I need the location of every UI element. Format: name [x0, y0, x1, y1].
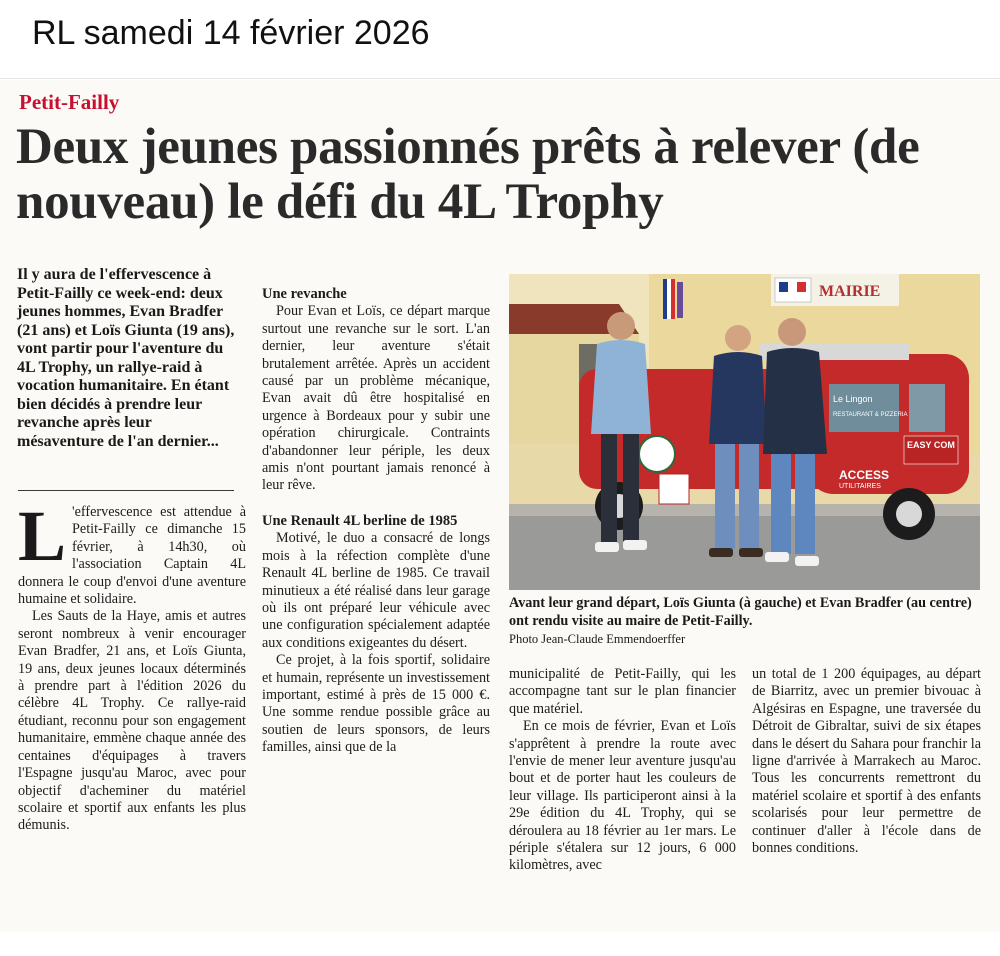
paragraph-intro: L 'effervescence est attendue à Petit-Failly ce dimanche 15 février, à 14h30, où l'association Captain 4L donnera le coup d'envoi d'une aventure humaine et solidaire.: [18, 496, 246, 608]
bottom-margin: [0, 932, 1000, 956]
article-photo: [509, 274, 980, 590]
article-column-3: [509, 666, 736, 875]
mairie-sign: MAIRIE: [819, 283, 881, 300]
drop-cap: L: [18, 496, 67, 576]
paragraph-3: Pour Evan et Loïs, ce départ marque surtout une revanche sur le sort. L'an dernier, leur aventure s'était brutalement arrêtée. Après un accident causé par un problème mécanique, Evan avait dû être hospitalisé en urgence à Bordeaux pour y subir une opération chirurgicale. Contraints d'abandonner leur périple, les deux amis n'ont pourtant jamais renoncé à leur rêve.: [262, 303, 490, 494]
subhead-revanche: Une revanche: [262, 286, 347, 302]
paragraph-7: En ce mois de février, Evan et Loïs s'apprêtent à prendre la route avec l'envie de mener leur aventure jusqu'au bout et de porter haut les couleurs de leur village. Ils participeront ainsi à la 29e édition du 4L Trophy, qui se déroulera au 18 février au 1er mars. Le périple s'étalera sur 12 jours, 6 000 kilomètres, avec: [509, 718, 736, 874]
photo-caption: Avant leur grand départ, Loïs Giunta (à gauche) et Evan Bradfer (au centre) ont rendu visite au maire de Petit-Failly. Photo Jean-Claude Emmendoerffer: [509, 594, 980, 648]
paragraph-8: un total de 1 200 équipages, au départ de Biarritz, avec un premier bivouac à Algésiras en Espagne, une traversée du Détroit de Gibraltar, suivi de six étapes dans le désert du Sahara pour franchir la ligne d'arrivée à Marrakech au Maroc. Tous les concurrents remettront du matériel scolaire et sportif à des enfants scolarisés pour leur permettre de continuer d'aller à l'école dans de bonnes conditions.: [752, 666, 981, 857]
article-column-4: [752, 666, 981, 857]
sponsor-easycom: EASY COM: [907, 440, 955, 450]
screenshot-caption-bar: [0, 0, 1000, 79]
article-chapo: Il y aura de l'effervescence à Petit-Failly ce week-end: deux jeunes hommes, Evan Bradfer (21 ans) et Loïs Giunta (19 ans), vont partir pour l'aventure du 4L Trophy, un rallye-raid à vocation humanitaire. En étant bien décidés à prendre leur revanche après leur mésaventure de l'an dernier...: [17, 266, 235, 450]
photo-credit: Photo Jean-Claude Emmendoerffer: [509, 632, 686, 646]
sponsor-lingon: Le Lingon: [833, 394, 873, 404]
paragraph-6: municipalité de Petit-Failly, qui les accompagne tant sur le plan financier que matériel.: [509, 666, 736, 717]
sponsor-utilitaires: UTILITAIRES: [839, 483, 881, 490]
chapo-separator: [18, 490, 234, 491]
sponsor-restaurant: RESTAURANT & PIZZERIA: [833, 412, 908, 418]
newspaper-clipping: [0, 80, 1000, 932]
article-kicker: Petit-Failly: [19, 90, 120, 114]
screenshot-caption: RL samedi 14 février 2026: [32, 14, 430, 52]
article-column-2: [262, 286, 490, 757]
article-headline: Deux jeunes passionnés prêts à relever (de nouveau) le défi du 4L Trophy: [16, 119, 920, 230]
subhead-renault: Une Renault 4L berline de 1985: [262, 512, 458, 529]
sponsor-access: ACCESS: [839, 468, 890, 482]
paragraph-2: Les Sauts de la Haye, amis et autres seront nombreux à venir encourager Evan Bradfer, 21 ans, et Loïs Giunta, 19 ans, deux jeunes locaux déterminés à prendre part à l'édition 2026 du célèbre 4L Trophy. Ce rallye-raid étudiant, reconnu pour son engagement humanitaire, emmène chaque année des centaines d'équipages à travers l'Espagne jusqu'au Maroc, avec pour objectif d'acheminer du matériel scolaire et sportif aux enfants les plus démunis.: [18, 608, 246, 834]
paragraph-5: Ce projet, à la fois sportif, solidaire et humain, représente un investissement important, estimé à près de 15 000 €. Une somme rendue possible grâce au soutien de leurs sponsors, de leurs familles, ainsi que de la: [262, 652, 490, 756]
article-column-1: [18, 496, 246, 835]
paragraph-4: Motivé, le duo a consacré de longs mois à la réfection complète d'une Renault 4L berline de 1985. Ce travail minutieux a été réalisé dans leur garage où ils ont préparé leur véhicule avec une configuration spécialement adaptée aux conditions exigeantes du désert.: [262, 530, 490, 651]
